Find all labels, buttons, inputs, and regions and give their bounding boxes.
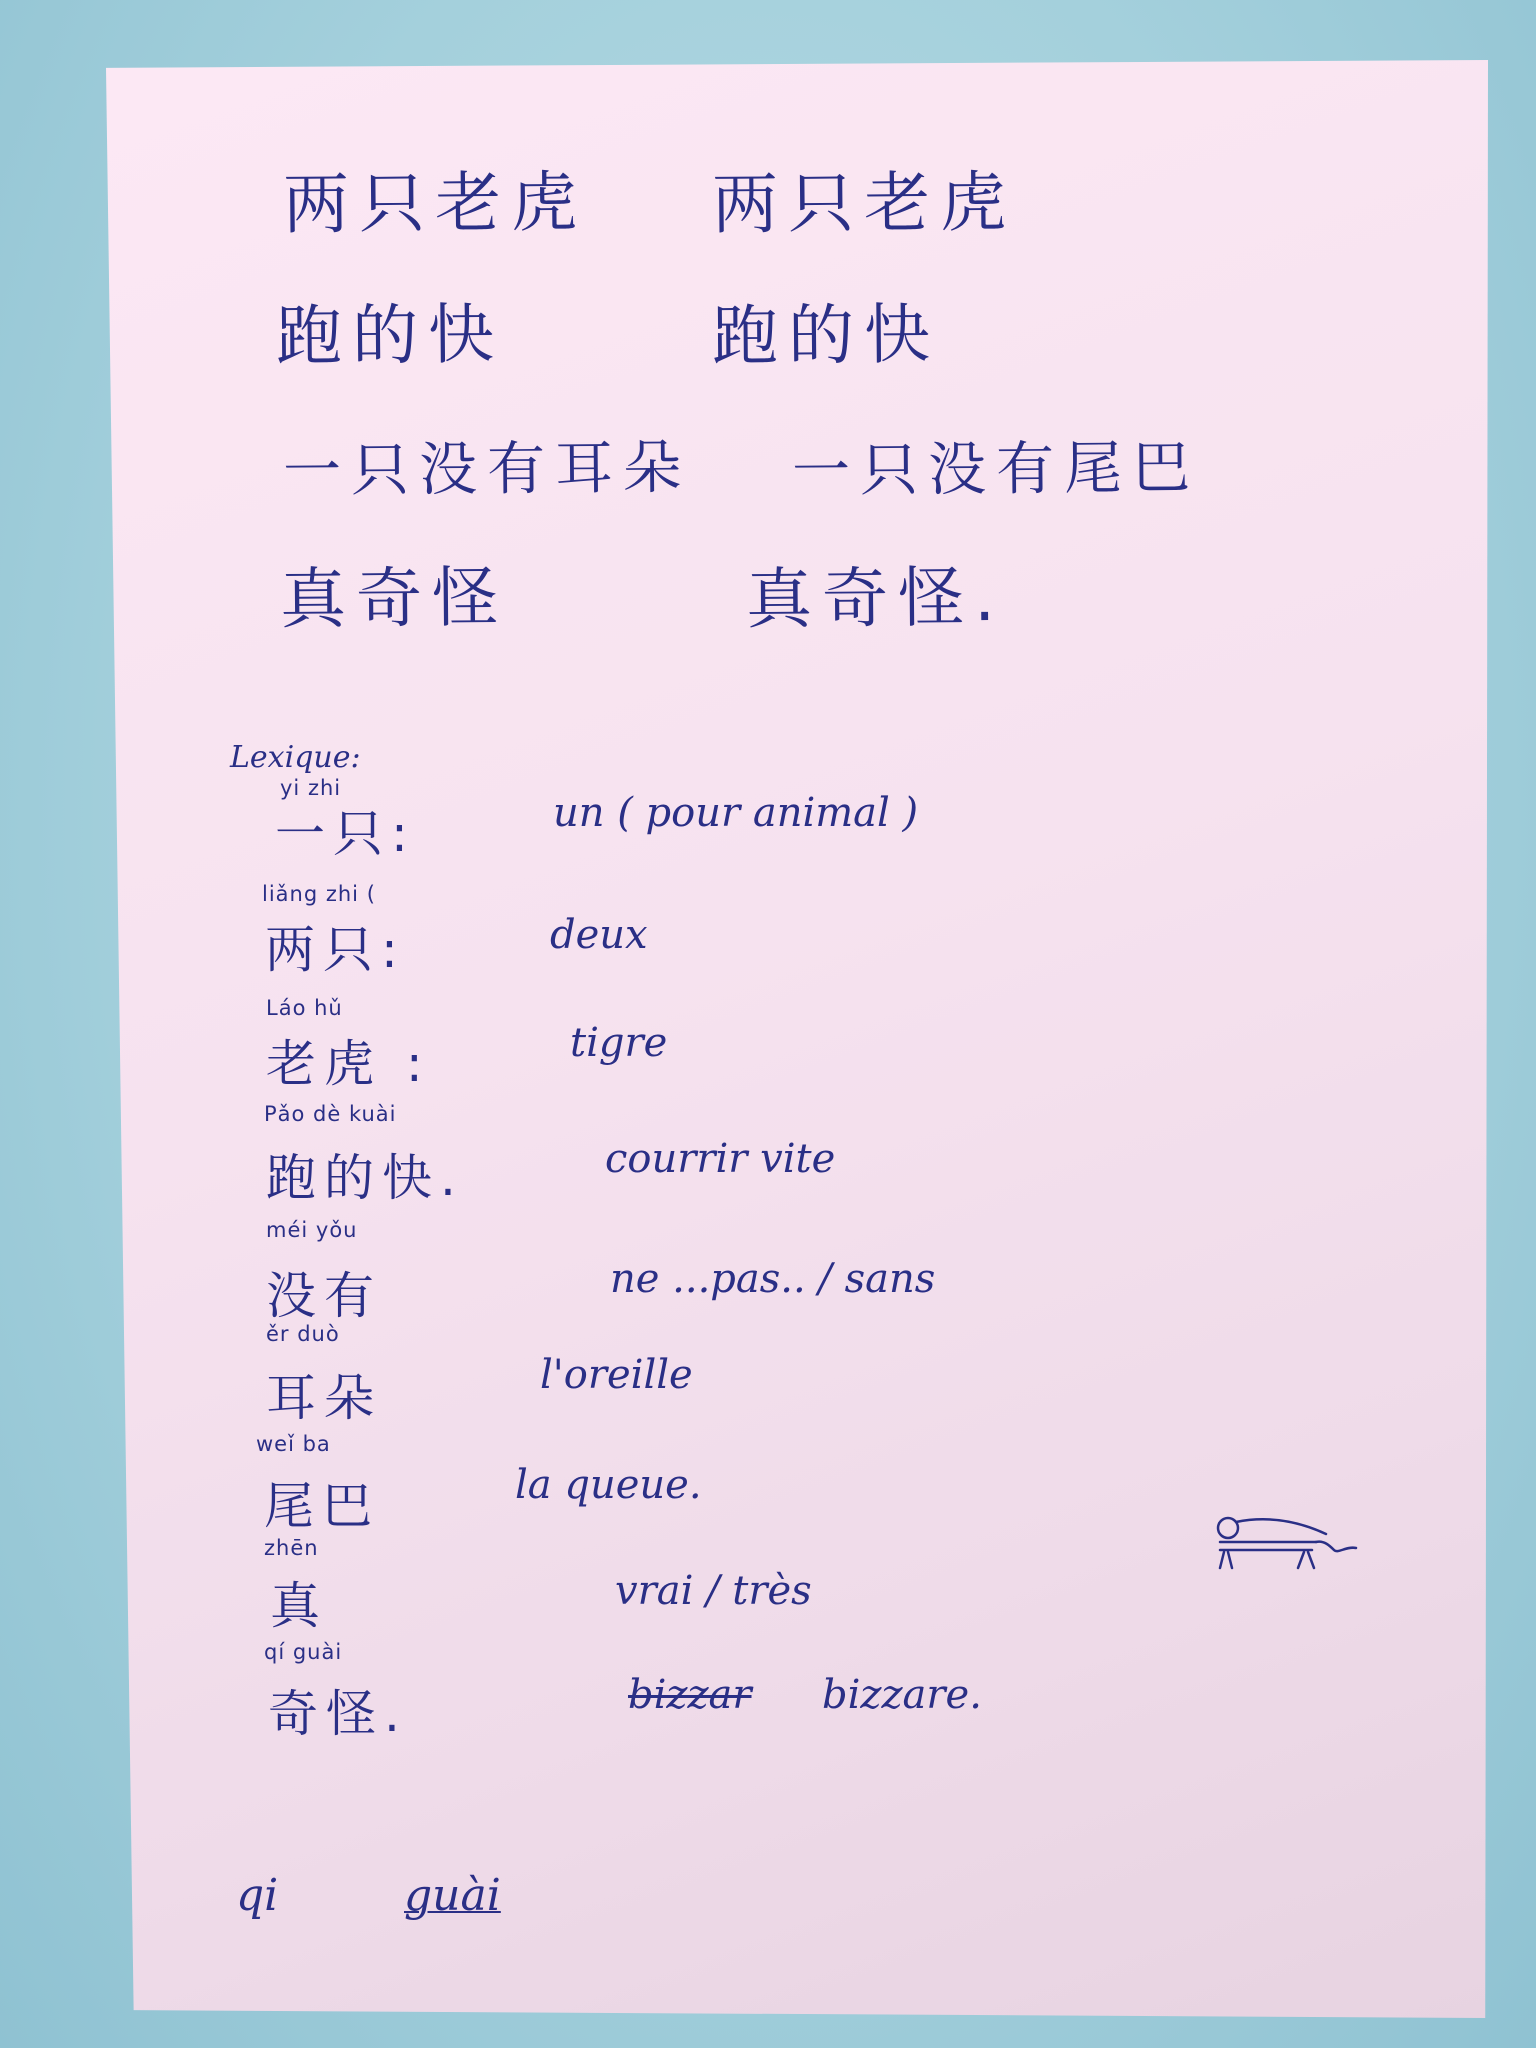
poem-line-2-right: 跑的快 — [711, 296, 941, 375]
lexique-pinyin: liǎng zhi ( — [262, 882, 376, 906]
poem-line-2-left: 跑的快 — [275, 296, 505, 375]
poem-line-1-left: 两只老虎 — [282, 163, 588, 244]
lexique-hanzi: 老虎 : — [266, 1035, 431, 1093]
lexique-meaning: un ( pour animal ) — [553, 790, 919, 836]
tiger-doodle-icon — [1206, 1506, 1366, 1586]
lexique-title: Lexique: — [230, 740, 361, 775]
lexique-meaning: la queue. — [515, 1462, 702, 1508]
lexique-meaning: tigre — [570, 1020, 668, 1066]
lexique-pinyin: yi zhi — [280, 776, 342, 800]
lexique-hanzi: 跑的快. — [266, 1149, 464, 1207]
lexique-meaning: vrai / très — [615, 1568, 812, 1614]
lexique-pinyin: Pǎo dè kuài — [264, 1102, 397, 1126]
lexique-pinyin: méi yǒu — [266, 1218, 358, 1242]
poem-line-4-left: 真奇怪 — [279, 559, 509, 638]
footer-word-guai: guài — [404, 1870, 501, 1921]
lexique-pinyin: zhēn — [264, 1536, 319, 1560]
lexique-pinyin: weǐ ba — [256, 1432, 331, 1456]
lexique-hanzi: 真 — [270, 1577, 328, 1635]
lexique-meaning-struck: bizzar — [628, 1672, 752, 1718]
lexique-hanzi: 一只: — [275, 805, 416, 863]
lexique-hanzi: 奇怪. — [268, 1685, 408, 1743]
lexique-pinyin: Láo hǔ — [266, 996, 343, 1020]
footer-word-qi: qi — [236, 1870, 279, 1921]
poem-line-3-left: 一只没有耳朵 — [282, 433, 692, 505]
lexique-hanzi: 没有 — [266, 1267, 382, 1325]
lexique-meaning: courrir vite — [605, 1136, 836, 1182]
poem-line-4-right: 真奇怪. — [745, 558, 1006, 639]
lexique-hanzi: 尾巴 — [264, 1477, 380, 1535]
lexique-pinyin: ěr duò — [266, 1322, 340, 1346]
poem-line-3-right: 一只没有尾巴 — [791, 433, 1201, 505]
lexique-meaning: ne ...pas.. / sans — [610, 1256, 936, 1302]
lexique-hanzi: 耳朵 — [266, 1369, 382, 1427]
lexique-hanzi: 两只: — [265, 921, 406, 979]
lexique-meaning: bizzare. — [822, 1672, 982, 1718]
lexique-meaning: deux — [550, 912, 648, 958]
lexique-meaning: l'oreille — [540, 1352, 693, 1398]
poem-line-1-right: 两只老虎 — [711, 163, 1017, 244]
lexique-pinyin: qí guài — [264, 1640, 343, 1664]
